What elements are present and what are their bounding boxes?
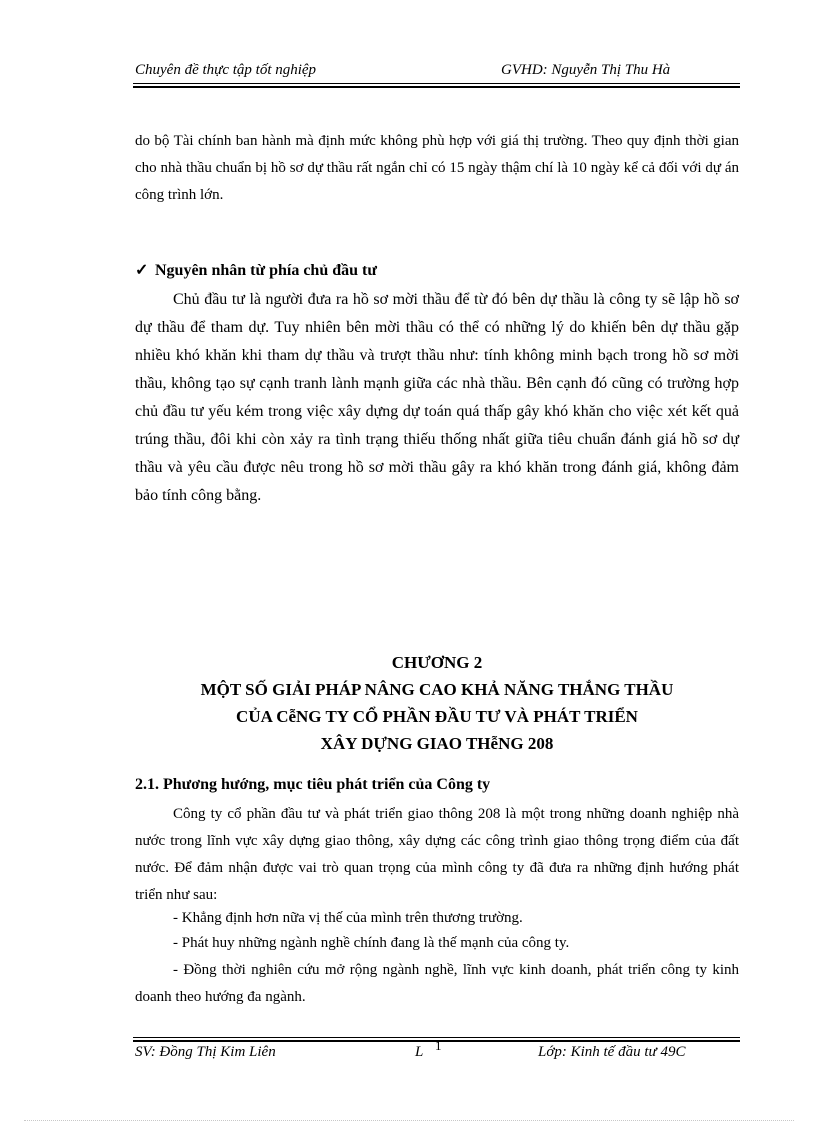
- bullet-heading-text: Nguyên nhân từ phía chủ đầu tư: [155, 262, 377, 279]
- page-bottom-dotted-line: [24, 1120, 794, 1121]
- footer-middle: L: [415, 1044, 424, 1060]
- bullet-heading: [135, 260, 377, 280]
- paragraph-continuation: do bộ Tài chính ban hành mà định mức không phù hợp với giá thị trường. Theo quy định thời gian cho nhà thầu chuẩn bị hồ sơ dự thầu rất ngắn chỉ có 15 ngày thậm chí là 10 ngày kể cả đối với dự án công trình lớn.: [135, 133, 739, 203]
- footer-left: SV: Đồng Thị Kim Liên: [135, 1044, 276, 1060]
- header-rule-thin: [133, 83, 740, 84]
- page-footer: [133, 1038, 740, 1066]
- chapter-number: CHƯƠNG 2: [391, 653, 483, 672]
- chapter-title-line3: XÂY DỰNG GIAO THễNG 208: [320, 734, 554, 753]
- header-rule-thick: [133, 86, 740, 88]
- chapter-title-line1: MỘT SỐ GIẢI PHÁP NÂNG CAO KHẢ NĂNG THẮNG THẦU: [200, 680, 674, 699]
- header-left: Chuyên đề thực tập tốt nghiệp: [135, 62, 317, 78]
- checkmark-icon: ✓: [135, 262, 149, 279]
- list-item: - Khẳng định hơn nữa vị thế của mình trên thương trường.: [173, 910, 523, 926]
- section-paragraph: Công ty cổ phần đầu tư và phát triển giao thông 208 là một trong những doanh nghiệp nhà nước trong lĩnh vực xây dựng giao thông, xây dựng các công trình giao thông trọng điểm của đất nước. Để đảm nhận được vai trò quan trọng của mình công ty đã đưa ra những định hướng phát triển như sau:: [135, 806, 739, 903]
- chapter-title-line2: CỦA CễNG TY CỔ PHẦN ĐẦU TƯ VÀ PHÁT TRIỂN: [236, 707, 638, 726]
- page-header: [133, 62, 740, 82]
- footer-right: Lớp: Kinh tế đầu tư 49C: [538, 1044, 686, 1060]
- paragraph-investor: Chủ đầu tư là người đưa ra hồ sơ mời thầu để từ đó bên dự thầu là công ty sẽ lập hồ sơ dự thầu để tham dự. Tuy nhiên bên mời thầu có thể có những lý do khiến bên dự thầu gặp nhiều khó khăn khi tham dự thầu và trượt thầu như: tính không minh bạch trong hồ sơ mời thầu, không tạo sự cạnh tranh lành mạnh giữa các nhà thầu. Bên cạnh đó cũng có trường hợp chủ đầu tư yếu kém trong việc xây dựng dự toán quá thấp gây khó khăn cho việc xét kết quả trúng thầu, đôi khi còn xảy ra tình trạng thiếu thống nhất giữa tiêu chuẩn đánh giá hồ sơ dự thầu và yêu cầu được nêu trong hồ sơ mời thầu gây ra khó khăn trong đánh giá, không đảm bảo tính công bằng.: [135, 291, 739, 504]
- section-heading: 2.1. Phương hướng, mục tiêu phát triển của Công ty: [135, 776, 491, 793]
- page-number: 1: [435, 1038, 442, 1053]
- list-item: - Phát huy những ngành nghề chính đang là thế mạnh của công ty.: [173, 935, 570, 951]
- list-item: - Đồng thời nghiên cứu mở rộng ngành nghề, lĩnh vực kinh doanh, phát triển công ty kinh doanh theo hướng đa ngành.: [135, 962, 739, 1005]
- header-right: GVHD: Nguyễn Thị Thu Hà: [501, 62, 671, 78]
